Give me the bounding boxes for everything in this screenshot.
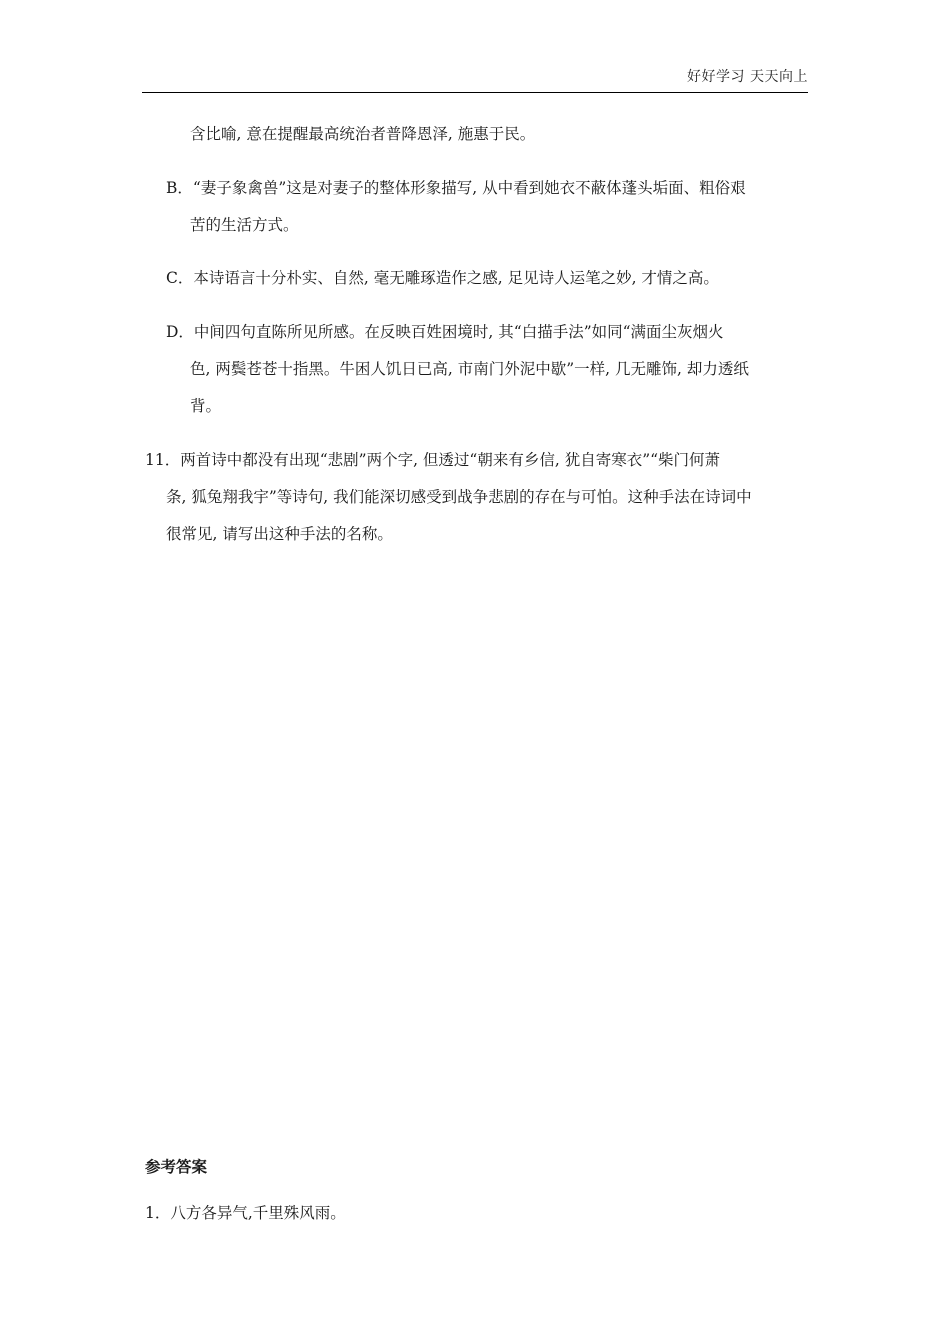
answer-section-title: 参考答案 [145,1157,208,1176]
question-11-line-3: 很常见, 请写出这种手法的名称。 [166,525,393,543]
option-b-line-1: B．“妻子象禽兽”这是对妻子的整体形象描写, 从中看到她衣不蔽体蓬头垢面、粗俗艰 [166,179,746,197]
option-c-line-1: C．本诗语言十分朴实、自然, 毫无雕琢造作之感, 足见诗人运笔之妙, 才情之高。 [166,269,719,287]
header-divider [142,92,808,93]
answer-item-1: 1．八方各异气,千里殊风雨。 [145,1204,346,1222]
option-d-line-1: D．中间四句直陈所见所感。在反映百姓困境时, 其“白描手法”如同“满面尘灰烟火 [166,323,724,341]
option-d-line-2: 色, 两鬓苍苍十指黑。牛困人饥日已高, 市南门外泥中歇”一样, 几无雕饰, 却力透纸 [190,360,749,378]
header-motto: 好好学习 天天向上 [687,69,808,85]
option-d-line-3: 背。 [190,397,222,415]
option-b-line-2: 苦的生活方式。 [190,216,299,234]
option-a-tail: 含比喻, 意在提醒最高统治者普降恩泽, 施惠于民。 [190,125,536,143]
question-11-line-2: 条, 狐兔翔我宇”等诗句, 我们能深切感受到战争悲剧的存在与可怕。这种手法在诗词中 [166,488,752,506]
question-11-line-1: 11．两首诗中都没有出现“悲剧”两个字, 但透过“朝来有乡信, 犹自寄寒衣”“柴门何萧 [145,451,721,469]
